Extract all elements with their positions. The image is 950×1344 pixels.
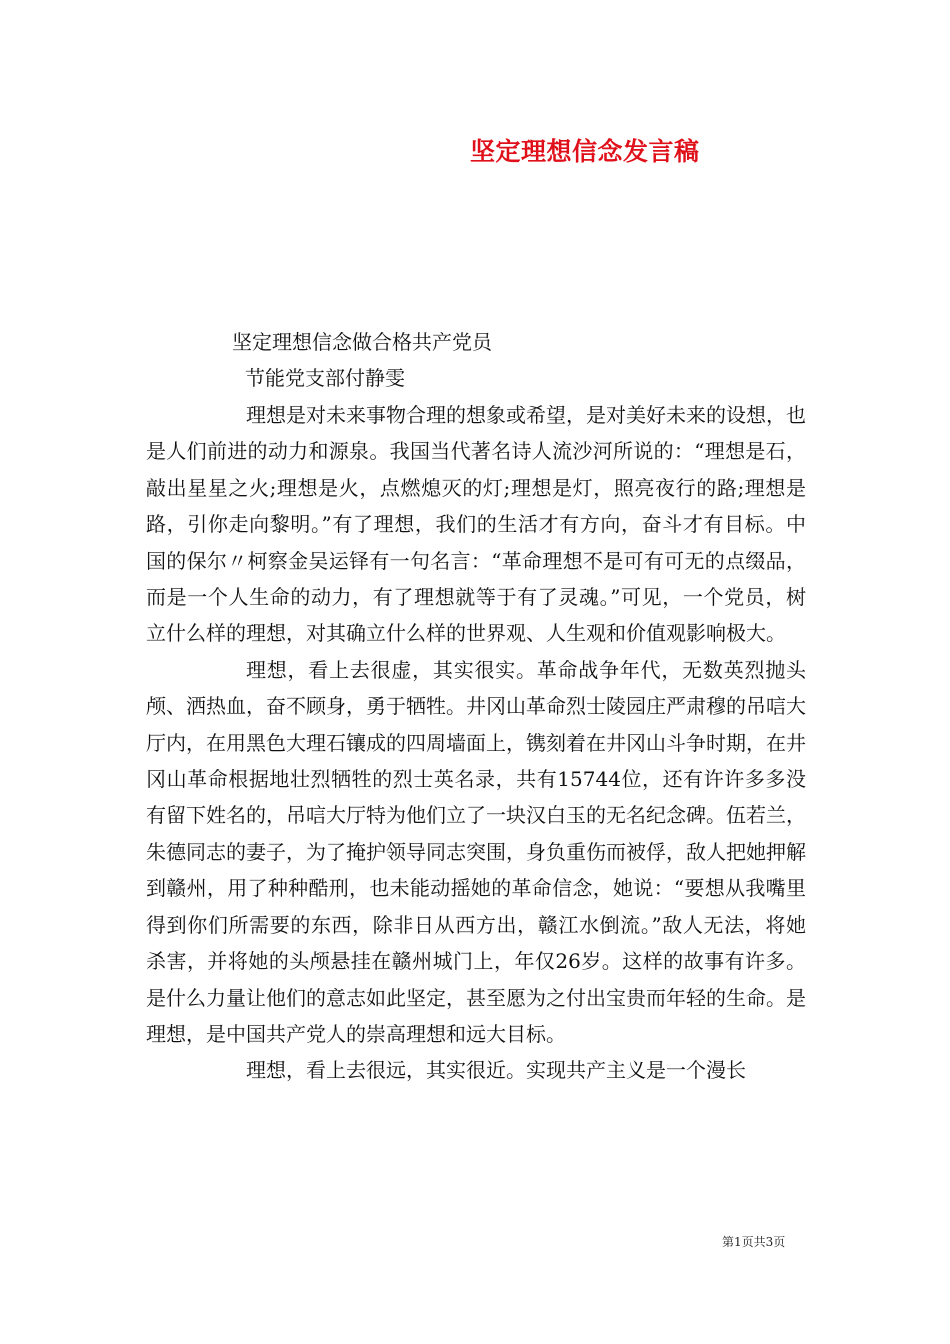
document-body [146,397,806,1089]
body-paragraph: 理想，看上去很远，其实很近。实现共产主义是一个漫长 [246,1058,746,1083]
speech-subtitle: 坚定理想信念做合格共产党员 [232,330,492,354]
page-number-footer: 第1页共3页 [722,1235,786,1249]
document-title: 坚定理想信念发言稿 [470,137,700,166]
body-paragraph: 理想是对未来事物合理的想象或希望，是对美好未来的设想，也是人们前进的动力和源泉。我国当代著名诗人流沙河所说的：“理想是石，敲出星星之火;理想是火，点燃熄灭的灯;理想是灯，照亮夜行的路;理想是路，引你走向黎明。”有了理想，我们的生活才有方向，奋斗才有目标。中国的保尔〃柯察金吴运铎有一句名言：“革命理想不是可有可无的点缀品，而是一个人生命的动力，有了理想就等于有了灵魂。”可见，一个党员，树立什么样的理想，对其确立什么样的世界观、人生观和价值观影响极大。 [146,403,806,646]
speech-author: 节能党支部付静雯 [245,366,405,390]
body-paragraph: 理想，看上去很虚，其实很实。革命战争年代，无数英烈抛头颅、洒热血，奋不顾身，勇于牺牲。井冈山革命烈士陵园庄严肃穆的吊唁大厅内，在用黑色大理石镶成的四周墙面上，镌刻着在井冈山斗争时期，在井冈山革命根据地壮烈牺牲的烈士英名录，共有15744位，还有许许多多没有留下姓名的，吊唁大厅特为他们立了一块汉白玉的无名纪念碑。伍若兰，朱德同志的妻子，为了掩护领导同志突围，身负重伤而被俘，敌人把她押解到赣州，用了种种酷刑，也未能动摇她的革命信念，她说：“要想从我嘴里得到你们所需要的东西，除非日从西方出，赣江水倒流。”敌人无法，将她杀害，并将她的头颅悬挂在赣州城门上，年仅26岁。这样的故事有许多。是什么力量让他们的意志如此坚定，甚至愿为之付出宝贵而年轻的生命。是理想，是中国共产党人的崇高理想和远大目标。 [146,657,806,1046]
